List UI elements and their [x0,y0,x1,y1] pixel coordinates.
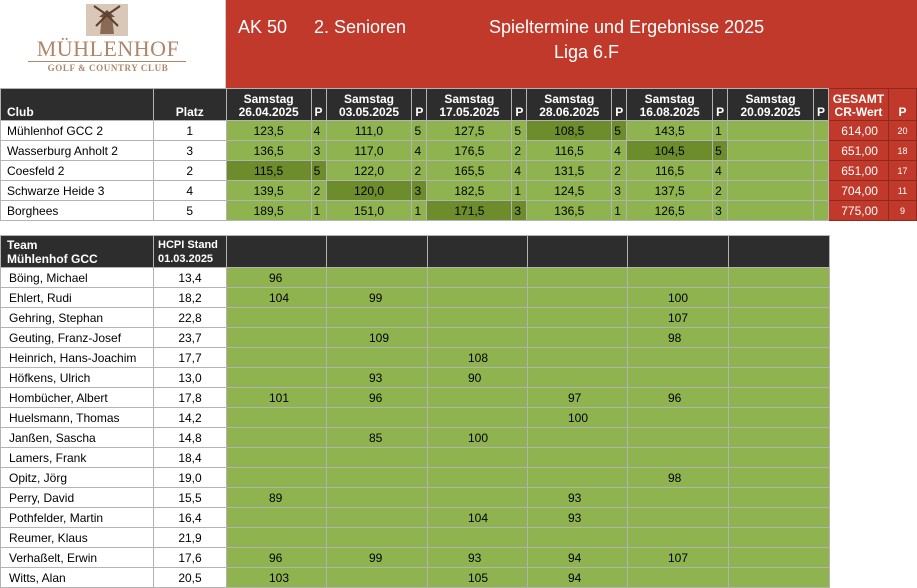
player-score: 98 [628,328,729,348]
logo-name: MÜHLENHOF [36,36,180,61]
player-score [227,328,327,348]
gesamt-value: 651,00 [828,161,888,181]
player-score: 96 [628,388,729,408]
result-points: 2 [412,161,427,181]
header-day: Samstag [544,92,595,106]
header-blank [628,236,729,268]
gesamt-value: 614,00 [828,121,888,141]
header-points: P [412,89,427,121]
header-date: 16.08.2025 [639,105,700,119]
result-value: 165,5 [427,161,512,181]
player-score [227,408,327,428]
player-score: 99 [327,288,428,308]
header-hcpi [154,236,227,268]
result-value: 115,5 [226,161,311,181]
player-score: 94 [528,548,628,568]
player-score [528,288,628,308]
player-score [729,468,830,488]
result-points: 5 [512,121,527,141]
player-row [1,268,830,288]
result-points: 5 [311,161,326,181]
header-team-line2: Mühlenhof GCC [7,252,98,266]
player-score [729,508,830,528]
player-name: Heinrich, Hans-Joachim [1,348,154,368]
player-name: Reumer, Klaus [1,528,154,548]
player-hcpi: 18,4 [154,448,227,468]
player-score: 98 [628,468,729,488]
player-score: 107 [628,548,729,568]
result-points: 5 [713,141,728,161]
player-score [428,408,528,428]
player-score [528,348,628,368]
player-score: 93 [528,488,628,508]
player-score [729,328,830,348]
player-row [1,448,830,468]
result-value: 182,5 [427,181,512,201]
result-value: 137,5 [627,181,713,201]
club-platz: 2 [153,161,226,181]
result-empty [728,201,814,221]
player-hcpi: 17,8 [154,388,227,408]
result-points: 2 [713,181,728,201]
player-score [428,488,528,508]
player-row [1,508,830,528]
player-row [1,488,830,508]
player-score [327,568,428,588]
header-hcpi-line1: HCPI Stand [158,239,218,251]
header-day: Samstag [343,92,394,106]
player-hcpi: 16,4 [154,508,227,528]
player-name: Geuting, Franz-Josef [1,328,154,348]
player-name: Hombücher, Albert [1,388,154,408]
player-row [1,548,830,568]
player-score: 104 [227,288,327,308]
player-score [729,448,830,468]
player-score: 108 [428,348,528,368]
page-title: Spieltermine und Ergebnisse 2025 [489,17,765,37]
player-score [729,348,830,368]
player-score [227,308,327,328]
result-points: 1 [412,201,427,221]
header-club: Club [1,89,154,121]
player-score: 89 [227,488,327,508]
result-points: 3 [311,141,326,161]
player-name: Ehlert, Rudi [1,288,154,308]
header-points: P [311,89,326,121]
header-day: Samstag [745,92,796,106]
result-empty [728,121,814,141]
header-day: Samstag [243,92,294,106]
player-score: 96 [227,548,327,568]
player-score [428,328,528,348]
header-date-2 [326,89,412,121]
player-score [729,308,830,328]
result-points: 2 [311,181,326,201]
player-name: Perry, David [1,488,154,508]
player-hcpi: 23,7 [154,328,227,348]
player-hcpi: 15,5 [154,488,227,508]
player-score [327,508,428,528]
total-points: 11 [888,181,916,201]
total-points: 20 [888,121,916,141]
team-scores-table [0,235,830,588]
club-name: Borghees [1,201,154,221]
result-points: 2 [612,161,627,181]
header-date: 20.09.2025 [740,105,801,119]
header-date-4 [527,89,612,121]
player-score [729,568,830,588]
result-value: 104,5 [627,141,713,161]
result-value: 124,5 [527,181,612,201]
result-points: 4 [311,121,326,141]
player-score [227,468,327,488]
player-score [528,468,628,488]
club-platz: 4 [153,181,226,201]
result-points: 2 [512,141,527,161]
club-platz: 3 [153,141,226,161]
result-value: 136,5 [527,201,612,221]
player-hcpi: 22,8 [154,308,227,328]
player-score [729,288,830,308]
player-score: 101 [227,388,327,408]
player-score: 97 [528,388,628,408]
result-empty [728,141,814,161]
player-score [628,508,729,528]
player-score: 90 [428,368,528,388]
header-total-points: P [888,89,916,121]
result-points: 1 [713,121,728,141]
player-hcpi: 13,0 [154,368,227,388]
player-score [227,448,327,468]
header-points: P [713,89,728,121]
player-score [327,348,428,368]
result-points: 5 [612,121,627,141]
result-points: 4 [512,161,527,181]
player-score [528,268,628,288]
standings-row [1,141,917,161]
total-points: 17 [888,161,916,181]
result-value: 136,5 [226,141,311,161]
points-empty [813,141,828,161]
total-points: 9 [888,201,916,221]
club-name: Schwarze Heide 3 [1,181,154,201]
gesamt-value: 775,00 [828,201,888,221]
result-points: 4 [412,141,427,161]
points-empty [813,181,828,201]
player-score: 100 [428,428,528,448]
result-value: 108,5 [527,121,612,141]
player-score [528,308,628,328]
result-value: 122,0 [326,161,412,181]
header-points: P [512,89,527,121]
player-score [327,468,428,488]
result-points: 4 [612,141,627,161]
player-score [327,408,428,428]
player-score [428,388,528,408]
result-value: 127,5 [427,121,512,141]
standings-table [0,88,917,221]
result-empty [728,181,814,201]
header-day: Samstag [644,92,695,106]
header-team [1,236,154,268]
player-score [729,428,830,448]
player-score [729,548,830,568]
header-date-6 [728,89,814,121]
league-label: AK 50 [238,17,288,37]
group-label: 2. Senioren [314,17,407,37]
player-score: 103 [227,568,327,588]
player-hcpi: 21,9 [154,528,227,548]
header-date-5 [627,89,713,121]
player-score [528,528,628,548]
team-header-row [1,236,830,268]
player-hcpi: 17,7 [154,348,227,368]
player-score [327,268,428,288]
player-score [628,568,729,588]
standings-row [1,161,917,181]
player-score [227,508,327,528]
club-platz: 5 [153,201,226,221]
result-value: 176,5 [427,141,512,161]
result-points: 4 [713,161,728,181]
result-value: 117,0 [326,141,412,161]
player-row [1,288,830,308]
player-name: Verhaßelt, Erwin [1,548,154,568]
player-hcpi: 13,4 [154,268,227,288]
header-blank [729,236,830,268]
player-hcpi: 18,2 [154,288,227,308]
header-gesamt-line1: GESAMT [832,92,885,106]
player-score [327,488,428,508]
header-blank [327,236,428,268]
player-name: Opitz, Jörg [1,468,154,488]
player-row [1,368,830,388]
player-score [428,268,528,288]
player-score [729,388,830,408]
player-score [729,268,830,288]
player-score [528,328,628,348]
standings-row [1,201,917,221]
header-date: 26.04.2025 [238,105,299,119]
player-score [628,368,729,388]
player-score: 104 [428,508,528,528]
result-points: 3 [713,201,728,221]
player-score: 109 [327,328,428,348]
player-score [428,468,528,488]
points-empty [813,161,828,181]
result-points: 1 [612,201,627,221]
result-value: 116,5 [527,141,612,161]
player-score [729,368,830,388]
header-platz: Platz [153,89,226,121]
player-row [1,468,830,488]
result-points: 1 [512,181,527,201]
player-hcpi: 14,2 [154,408,227,428]
points-empty [813,121,828,141]
player-name: Lamers, Frank [1,448,154,468]
player-name: Höfkens, Ulrich [1,368,154,388]
player-row [1,568,830,588]
player-score [428,448,528,468]
player-hcpi: 19,0 [154,468,227,488]
result-points: 3 [512,201,527,221]
result-points: 3 [612,181,627,201]
result-value: 171,5 [427,201,512,221]
header-blank [428,236,528,268]
standings-header-row [1,89,917,121]
liga-label: Liga 6.F [554,42,620,62]
player-score [628,408,729,428]
header-points: P [612,89,627,121]
result-value: 116,5 [627,161,713,181]
club-name: Mühlenhof GCC 2 [1,121,154,141]
player-score [227,368,327,388]
player-score [729,528,830,548]
player-score [428,288,528,308]
standings-row [1,181,917,201]
player-hcpi: 14,8 [154,428,227,448]
result-empty [728,161,814,181]
player-score: 94 [528,568,628,588]
player-row [1,348,830,368]
player-hcpi: 17,6 [154,548,227,568]
header-blank [528,236,628,268]
player-name: Huelsmann, Thomas [1,408,154,428]
result-value: 189,5 [226,201,311,221]
header-date: 03.05.2025 [338,105,400,119]
result-value: 126,5 [627,201,713,221]
player-score: 99 [327,548,428,568]
club-logo [0,0,226,88]
player-score: 107 [628,308,729,328]
header-team-line1: Team [7,238,38,252]
player-name: Gehring, Stephan [1,308,154,328]
club-name: Coesfeld 2 [1,161,154,181]
player-score [729,408,830,428]
result-points: 1 [311,201,326,221]
player-row [1,428,830,448]
header-hcpi-line2: 01.03.2025 [158,253,214,265]
result-value: 111,0 [326,121,412,141]
player-score [327,528,428,548]
player-score [628,488,729,508]
title-band [226,0,917,88]
player-name: Janßen, Sascha [1,428,154,448]
player-score [528,368,628,388]
player-score [227,428,327,448]
player-score: 93 [528,508,628,528]
player-score: 93 [428,548,528,568]
logo-subtitle: GOLF & COUNTRY CLUB [47,63,169,73]
player-row [1,408,830,428]
player-row [1,308,830,328]
player-score [628,428,729,448]
header-gesamt-line2: CR-Wert [834,105,883,119]
club-platz: 1 [153,121,226,141]
player-name: Böing, Michael [1,268,154,288]
header-day: Samstag [444,92,495,106]
table-gap [0,222,917,235]
header-blank [227,236,327,268]
player-score: 96 [327,388,428,408]
club-name: Wasserburg Anholt 2 [1,141,154,161]
player-score: 100 [528,408,628,428]
player-score [327,448,428,468]
result-value: 123,5 [226,121,311,141]
player-score [428,308,528,328]
player-score: 96 [227,268,327,288]
player-score: 93 [327,368,428,388]
result-value: 131,5 [527,161,612,181]
standings-row [1,121,917,141]
total-points: 18 [888,141,916,161]
result-value: 151,0 [326,201,412,221]
header-gesamt [828,89,888,121]
player-hcpi: 20,5 [154,568,227,588]
player-score [628,528,729,548]
header-date: 17.05.2025 [439,105,500,119]
player-score [628,348,729,368]
player-score [528,448,628,468]
header-date-3 [427,89,512,121]
gesamt-value: 704,00 [828,181,888,201]
player-row [1,328,830,348]
header-points: P [813,89,828,121]
header-date: 28.06.2025 [539,105,600,119]
result-value: 139,5 [226,181,311,201]
player-score: 100 [628,288,729,308]
player-score [428,528,528,548]
points-empty [813,201,828,221]
player-name: Pothfelder, Martin [1,508,154,528]
player-score [628,448,729,468]
logo-divider [28,61,186,62]
player-score [729,488,830,508]
result-value: 143,5 [627,121,713,141]
result-points: 5 [412,121,427,141]
player-score: 85 [327,428,428,448]
header-date-1 [226,89,311,121]
player-row [1,388,830,408]
player-score: 105 [428,568,528,588]
gesamt-value: 651,00 [828,141,888,161]
result-value: 120,0 [326,181,412,201]
player-score [227,348,327,368]
player-name: Witts, Alan [1,568,154,588]
player-score [528,428,628,448]
player-row [1,528,830,548]
result-points: 3 [412,181,427,201]
windmill-icon [86,4,128,36]
player-score [327,308,428,328]
player-score [628,268,729,288]
player-score [227,528,327,548]
